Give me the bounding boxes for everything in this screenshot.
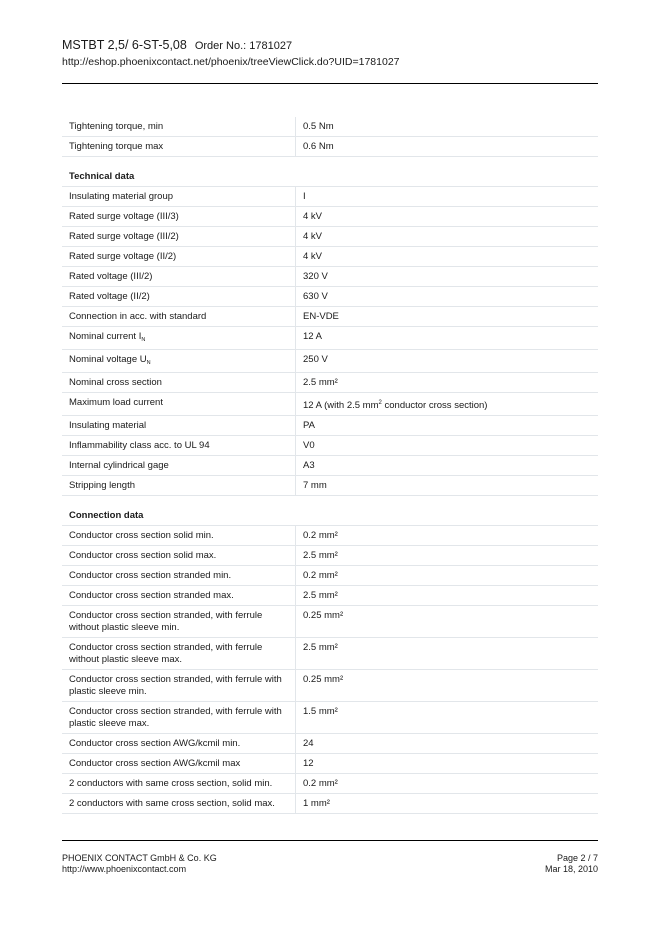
spec-value-text: 12 A (with 2.5 mm: [303, 400, 379, 411]
spec-label: [62, 566, 296, 586]
table-row: [62, 476, 598, 496]
table-row: [62, 526, 598, 546]
spec-label-text: Rated voltage (III/2): [69, 271, 153, 282]
spec-value-text: 0.2 mm²: [303, 570, 338, 581]
spec-value: [296, 227, 599, 247]
spec-label: [62, 546, 296, 566]
table-row: [62, 287, 598, 307]
spec-value-text: 4 kV: [303, 231, 323, 242]
spec-value-text: 0.25 mm²: [303, 674, 344, 685]
spec-table: [62, 117, 598, 814]
spec-value-text: 250 V: [303, 354, 328, 365]
spec-value-text: 2.5 mm²: [303, 377, 338, 388]
table-row: [62, 546, 598, 566]
spec-value-text: PA: [303, 420, 315, 431]
spec-label: [62, 137, 296, 157]
spec-label: [62, 327, 296, 350]
spec-label-text: Internal cylindrical gage: [69, 460, 169, 471]
spec-label: [62, 638, 296, 670]
spec-value-text: 24: [303, 738, 314, 749]
spec-value: [296, 137, 599, 157]
table-row: [62, 247, 598, 267]
spec-label-text: Insulating material group: [69, 191, 174, 202]
spec-value: [296, 702, 599, 734]
table-row: [62, 267, 598, 287]
table-row: [62, 373, 598, 393]
spec-value-text: 320 V: [303, 271, 328, 282]
spec-value: [296, 247, 599, 267]
spec-value-text: A3: [303, 460, 315, 471]
spec-label-text: Conductor cross section stranded, with ferrule with plastic sleeve max.: [69, 706, 282, 729]
spec-label-text: Tightening torque max: [69, 141, 164, 152]
spec-value-text: 2.5 mm²: [303, 642, 338, 653]
table-row: [62, 117, 598, 137]
table-row: [62, 638, 598, 670]
spec-label: [62, 187, 296, 207]
spec-value-text: 4 kV: [303, 211, 323, 222]
section-heading-row: [62, 496, 598, 526]
spec-label: [62, 702, 296, 734]
spec-label: [62, 774, 296, 794]
table-row: [62, 436, 598, 456]
spec-value-text: EN-VDE: [303, 311, 339, 322]
spec-value: [296, 187, 599, 207]
table-row: [62, 207, 598, 227]
spec-value: [296, 117, 599, 137]
spec-value-text: 0.2 mm²: [303, 530, 338, 541]
spec-label: [62, 436, 296, 456]
page-number: Page 2 / 7: [556, 853, 598, 863]
table-row: [62, 670, 598, 702]
spec-label-subscript: N: [141, 337, 146, 343]
spec-label-text: Connection in acc. with standard: [69, 311, 207, 322]
spec-label: [62, 267, 296, 287]
spec-value-text: 0.25 mm²: [303, 610, 344, 621]
print-date: Mar 18, 2010: [544, 864, 598, 874]
header-divider: [62, 83, 598, 84]
spec-value: [296, 606, 599, 638]
spec-value-text: 7 mm: [303, 480, 327, 491]
spec-value: [296, 350, 599, 373]
spec-label-text: Conductor cross section stranded max.: [69, 590, 234, 601]
spec-value: [296, 566, 599, 586]
spec-label: [62, 754, 296, 774]
spec-label-text: 2 conductors with same cross section, solid min.: [69, 778, 273, 789]
spec-label-text: Conductor cross section stranded min.: [69, 570, 232, 581]
spec-label: [62, 734, 296, 754]
spec-value: [296, 416, 599, 436]
spec-value-text: V0: [303, 440, 315, 451]
spec-label: [62, 670, 296, 702]
table-row: [62, 586, 598, 606]
spec-value: [296, 638, 599, 670]
spec-label-text: 2 conductors with same cross section, solid max.: [69, 798, 275, 809]
spec-label: [62, 476, 296, 496]
page-header: [62, 38, 598, 69]
spec-value: [296, 586, 599, 606]
spec-label-text: Stripping length: [69, 480, 136, 491]
section-heading-row: [62, 157, 598, 187]
table-row: [62, 566, 598, 586]
section-heading: Technical data: [62, 157, 598, 187]
spec-label-text: Conductor cross section stranded, with ferrule without plastic sleeve min.: [69, 610, 263, 633]
spec-label-text: Inflammability class acc. to UL 94: [69, 440, 210, 451]
spec-label: [62, 526, 296, 546]
spec-value: [296, 436, 599, 456]
spec-label-text: Rated voltage (II/2): [69, 291, 150, 302]
spec-value-text: conductor cross section): [381, 400, 488, 411]
spec-value: [296, 287, 599, 307]
spec-value: [296, 734, 599, 754]
spec-label-text: Conductor cross section stranded, with ferrule with plastic sleeve min.: [69, 674, 282, 697]
spec-value: [296, 456, 599, 476]
spec-label-text: Nominal voltage U: [69, 354, 147, 365]
spec-value: [296, 774, 599, 794]
table-row: [62, 227, 598, 247]
spec-label: [62, 207, 296, 227]
spec-value: [296, 267, 599, 287]
spec-label: [62, 307, 296, 327]
spec-label: [62, 117, 296, 137]
spec-value: [296, 754, 599, 774]
table-row: [62, 456, 598, 476]
spec-value-text: 1 mm²: [303, 798, 330, 809]
spec-value: [296, 393, 599, 416]
table-row: [62, 137, 598, 157]
footer-divider: [62, 840, 598, 841]
table-row: [62, 754, 598, 774]
spec-value-text: I: [303, 191, 306, 202]
spec-label-text: Maximum load current: [69, 397, 163, 408]
spec-value-text: 630 V: [303, 291, 328, 302]
company-name: PHOENIX CONTACT GmbH & Co. KG: [62, 853, 217, 863]
spec-label: [62, 456, 296, 476]
company-website[interactable]: http://www.phoenixcontact.com: [62, 864, 187, 874]
spec-label-text: Nominal cross section: [69, 377, 162, 388]
section-heading: Connection data: [62, 496, 598, 526]
table-row: [62, 327, 598, 350]
spec-label: [62, 350, 296, 373]
spec-value: [296, 207, 599, 227]
spec-label: [62, 373, 296, 393]
table-row: [62, 393, 598, 416]
order-number: Order No.: 1781027: [194, 40, 293, 52]
table-row: [62, 416, 598, 436]
table-row: [62, 187, 598, 207]
table-row: [62, 794, 598, 814]
spec-value: [296, 307, 599, 327]
spec-value: [296, 373, 599, 393]
spec-label-text: Conductor cross section AWG/kcmil max: [69, 758, 241, 769]
spec-value-superscript: 2: [378, 400, 382, 406]
table-row: [62, 350, 598, 373]
spec-label: [62, 586, 296, 606]
product-name: MSTBT 2,5/ 6-ST-5,08: [62, 38, 187, 52]
spec-label-text: Rated surge voltage (III/2): [69, 231, 179, 242]
spec-value: [296, 327, 599, 350]
spec-label-text: Conductor cross section stranded, with ferrule without plastic sleeve max.: [69, 642, 263, 665]
spec-label-text: Insulating material: [69, 420, 147, 431]
spec-value: [296, 670, 599, 702]
spec-value: [296, 476, 599, 496]
spec-value-text: 4 kV: [303, 251, 323, 262]
spec-label-text: Nominal current I: [69, 331, 142, 342]
spec-value-text: 0.5 Nm: [303, 121, 334, 132]
table-row: [62, 774, 598, 794]
spec-value-text: 1.5 mm²: [303, 706, 338, 717]
spec-label-text: Rated surge voltage (II/2): [69, 251, 177, 262]
table-row: [62, 702, 598, 734]
table-row: [62, 734, 598, 754]
table-row: [62, 606, 598, 638]
title-line: [62, 38, 598, 54]
spec-label: [62, 227, 296, 247]
spec-label-text: Conductor cross section solid max.: [69, 550, 217, 561]
spec-label-text: Rated surge voltage (III/3): [69, 211, 179, 222]
spec-value-text: 12 A: [303, 331, 323, 342]
spec-label: [62, 416, 296, 436]
spec-value-text: 12: [303, 758, 314, 769]
spec-value-text: 0.2 mm²: [303, 778, 338, 789]
spec-value: [296, 794, 599, 814]
spec-label-text: Conductor cross section solid min.: [69, 530, 214, 541]
spec-label-text: Tightening torque, min: [69, 121, 164, 132]
spec-label: [62, 794, 296, 814]
spec-label: [62, 247, 296, 267]
spec-value-text: 2.5 mm²: [303, 550, 338, 561]
table-row: [62, 307, 598, 327]
product-url[interactable]: http://eshop.phoenixcontact.net/phoenix/treeViewClick.do?UID=1781027: [62, 56, 400, 68]
spec-value-text: 2.5 mm²: [303, 590, 338, 601]
spec-label: [62, 393, 296, 416]
spec-value: [296, 546, 599, 566]
spec-label-text: Conductor cross section AWG/kcmil min.: [69, 738, 241, 749]
spec-value-text: 0.6 Nm: [303, 141, 334, 152]
spec-label: [62, 606, 296, 638]
spec-value: [296, 526, 599, 546]
spec-label-subscript: N: [146, 360, 151, 366]
spec-label: [62, 287, 296, 307]
